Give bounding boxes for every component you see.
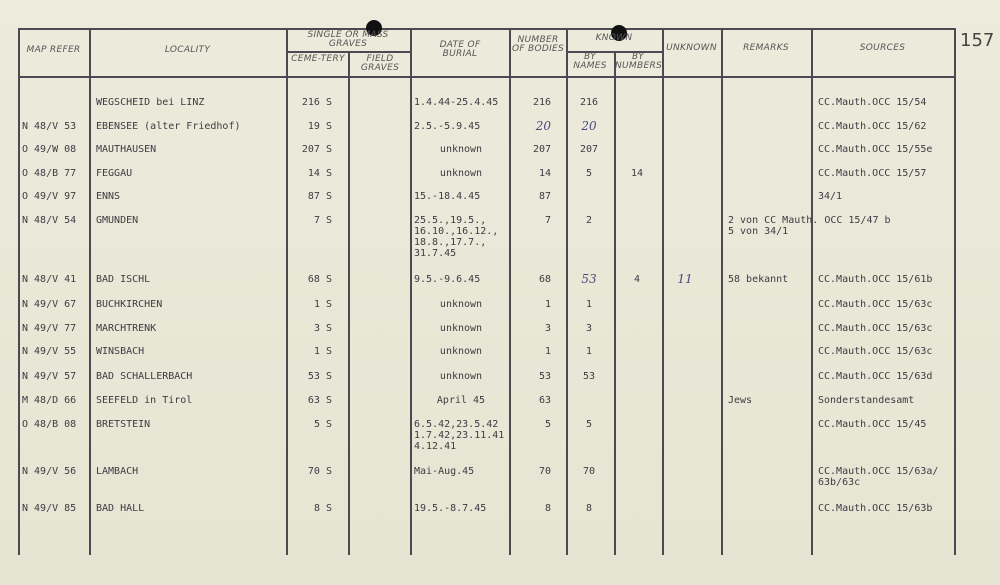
col-line-11 <box>954 28 956 555</box>
cell-sources: CC.Mauth.OCC 15/62 <box>818 121 927 132</box>
cell-cemetery: 1 S <box>313 346 332 357</box>
cell-names: 5 <box>585 419 593 430</box>
cell-bodies: 70 <box>538 466 551 477</box>
cell-map: N 49/V 56 <box>22 466 77 477</box>
cell-names: 1 <box>585 346 593 357</box>
cell-bodies: 5 <box>544 419 551 430</box>
col-line-3 <box>348 51 350 555</box>
cell-cemetery: 19 S <box>307 121 332 132</box>
cell-sources: CC.Mauth.OCC 15/55e <box>818 144 933 155</box>
cell-names: 207 <box>579 144 599 155</box>
header-field-graves: FIELD GRAVES <box>360 54 400 73</box>
cell-date: unknown <box>439 299 483 310</box>
cell-names: 53 <box>582 371 596 382</box>
col-line-1 <box>89 28 91 555</box>
cell-sources: CC.Mauth.OCC 15/57 <box>818 168 927 179</box>
cell-date: April 45 <box>436 395 486 406</box>
cell-locality: ENNS <box>96 191 121 202</box>
cell-date: unknown <box>439 168 483 179</box>
cell-date: 6.5.42,23.5.42 1.7.42,23.11.41 4.12.41 <box>414 419 505 452</box>
cell-cemetery: 5 S <box>313 419 332 430</box>
cell-map: N 49/V 85 <box>22 503 77 514</box>
header-known: KNOWN <box>595 33 633 43</box>
header-by-numbers: BY NUMBERS <box>615 52 663 71</box>
cell-locality: EBENSEE (alter Friedhof) <box>96 121 241 132</box>
cell-locality: BRETSTEIN <box>96 419 151 430</box>
cell-names: 216 <box>579 97 599 108</box>
header-map-refer: MAP REFER <box>26 45 81 55</box>
col-line-10 <box>811 28 813 555</box>
cell-date: unknown <box>439 144 483 155</box>
cell-remarks: 2 von CC Mauth. OCC 15/47 b 5 von 34/1 <box>728 215 891 237</box>
cell-sources: CC.Mauth.OCC 15/61b <box>818 274 933 285</box>
cell-bodies: 3 <box>544 323 551 334</box>
cell-map: O 48/B 08 <box>22 419 77 430</box>
cell-cemetery: 7 S <box>313 215 332 226</box>
cell-bodies: 1 <box>544 346 551 357</box>
cell-bodies: 207 <box>532 144 551 155</box>
cell-sources: 34/1 <box>818 191 843 202</box>
cell-cemetery: 3 S <box>313 323 332 334</box>
header-unknown: UNKNOWN <box>666 43 717 53</box>
cell-date: 19.5.-8.7.45 <box>414 503 487 514</box>
cell-sources: CC.Mauth.OCC 15/63c <box>818 346 933 357</box>
cell-date: 15.-18.4.45 <box>414 191 481 202</box>
cell-date: Mai-Aug.45 <box>414 466 475 477</box>
cell-map: N 48/V 41 <box>22 274 77 285</box>
cell-cemetery: 216 S <box>301 97 332 108</box>
cell-unknown: 11 <box>677 272 693 286</box>
cell-date: unknown <box>439 323 483 334</box>
cell-cemetery: 68 S <box>307 274 332 285</box>
cell-date: 25.5.,19.5., 16.10.,16.12., 18.8.,17.7., 31.7.45 <box>414 215 499 259</box>
cell-sources: CC.Mauth.OCC 15/54 <box>818 97 927 108</box>
cell-map: N 49/V 55 <box>22 346 77 357</box>
cell-date: 9.5.-9.6.45 <box>414 274 481 285</box>
header-remarks: REMARKS <box>743 43 789 53</box>
cell-bodies: 53 <box>538 371 551 382</box>
cell-locality: SEEFELD in Tirol <box>96 395 193 406</box>
cell-locality: FEGGAU <box>96 168 133 179</box>
header-top-line <box>18 28 954 30</box>
header-single-or-mass: SINGLE OR MASS GRAVES <box>307 30 389 49</box>
cell-bodies: 7 <box>544 215 551 226</box>
cell-map: N 49/V 77 <box>22 323 77 334</box>
col-line-4 <box>410 28 412 555</box>
col-line-0 <box>18 28 20 555</box>
header-locality: LOCALITY <box>164 45 211 55</box>
cell-cemetery: 207 S <box>301 144 332 155</box>
cell-map: M 48/D 66 <box>22 395 77 406</box>
cell-date: unknown <box>439 371 483 382</box>
header-bottom-line <box>18 76 954 78</box>
cell-date: 2.5.-5.9.45 <box>414 121 481 132</box>
cell-sources: Sonderstandesamt <box>818 395 915 406</box>
cell-cemetery: 1 S <box>313 299 332 310</box>
cell-cemetery: 8 S <box>313 503 332 514</box>
cell-names: 70 <box>582 466 596 477</box>
cell-names: 1 <box>585 299 593 310</box>
cell-map: N 49/V 67 <box>22 299 77 310</box>
cell-locality: WEGSCHEID bei LINZ <box>96 97 205 108</box>
cell-sources: CC.Mauth.OCC 15/63d <box>818 371 933 382</box>
cell-locality: LAMBACH <box>96 466 139 477</box>
cell-locality: BAD HALL <box>96 503 145 514</box>
cell-bodies: 68 <box>538 274 551 285</box>
cell-date: 1.4.44-25.4.45 <box>414 97 499 108</box>
cell-date: unknown <box>439 346 483 357</box>
cell-map: O 49/W 08 <box>22 144 77 155</box>
cell-names: 3 <box>585 323 593 334</box>
col-line-7 <box>614 51 616 555</box>
header-cemetery: CEME-TERY <box>291 54 345 64</box>
cell-locality: MAUTHAUSEN <box>96 144 157 155</box>
cell-names: 53 <box>581 272 597 286</box>
cell-map: N 48/V 54 <box>22 215 77 226</box>
cell-locality: GMUNDEN <box>96 215 139 226</box>
cell-cemetery: 53 S <box>307 371 332 382</box>
cell-bodies: 63 <box>538 395 551 406</box>
cell-map: N 49/V 57 <box>22 371 77 382</box>
cell-locality: MARCHTRENK <box>96 323 157 334</box>
cell-bodies: 20 <box>535 119 551 133</box>
cell-bodies: 216 <box>532 97 551 108</box>
cell-locality: BAD ISCHL <box>96 274 151 285</box>
cell-cemetery: 63 S <box>307 395 332 406</box>
cell-locality: WINSBACH <box>96 346 145 357</box>
cell-map: N 48/V 53 <box>22 121 77 132</box>
cell-names: 20 <box>581 119 597 133</box>
cell-bodies: 8 <box>544 503 551 514</box>
col-line-9 <box>721 28 723 555</box>
cell-cemetery: 87 S <box>307 191 332 202</box>
header-by-names: BY NAMES <box>573 52 607 71</box>
cell-locality: BUCHKIRCHEN <box>96 299 163 310</box>
cell-sources: CC.Mauth.OCC 15/63b <box>818 503 933 514</box>
cell-locality: BAD SCHALLERBACH <box>96 371 193 382</box>
cell-names: 2 <box>585 215 593 226</box>
cell-cemetery: 70 S <box>307 466 332 477</box>
header-sources: SOURCES <box>859 43 906 53</box>
cell-sources: CC.Mauth.OCC 15/45 <box>818 419 927 430</box>
cell-cemetery: 14 S <box>307 168 332 179</box>
cell-map: O 49/V 97 <box>22 191 77 202</box>
col-line-8 <box>662 28 664 555</box>
cell-numbers: 14 <box>630 168 644 179</box>
cell-numbers: 4 <box>633 274 641 285</box>
cell-bodies: 14 <box>538 168 551 179</box>
cell-remarks: Jews <box>728 395 753 406</box>
cell-sources: CC.Mauth.OCC 15/63a/ 63b/63c <box>818 466 939 488</box>
cell-map: O 48/B 77 <box>22 168 77 179</box>
cell-names: 5 <box>585 168 593 179</box>
cell-bodies: 1 <box>544 299 551 310</box>
cell-sources: CC.Mauth.OCC 15/63c <box>818 323 933 334</box>
cell-bodies: 87 <box>538 191 551 202</box>
page-number: 157 <box>960 30 995 51</box>
cell-remarks: 58 bekannt <box>728 274 789 285</box>
cell-sources: CC.Mauth.OCC 15/63c <box>818 299 933 310</box>
cell-names: 8 <box>585 503 593 514</box>
header-number-of-bodies: NUMBER OF BODIES <box>511 35 565 54</box>
header-date-of-burial: DATE OF BURIAL <box>439 40 481 59</box>
